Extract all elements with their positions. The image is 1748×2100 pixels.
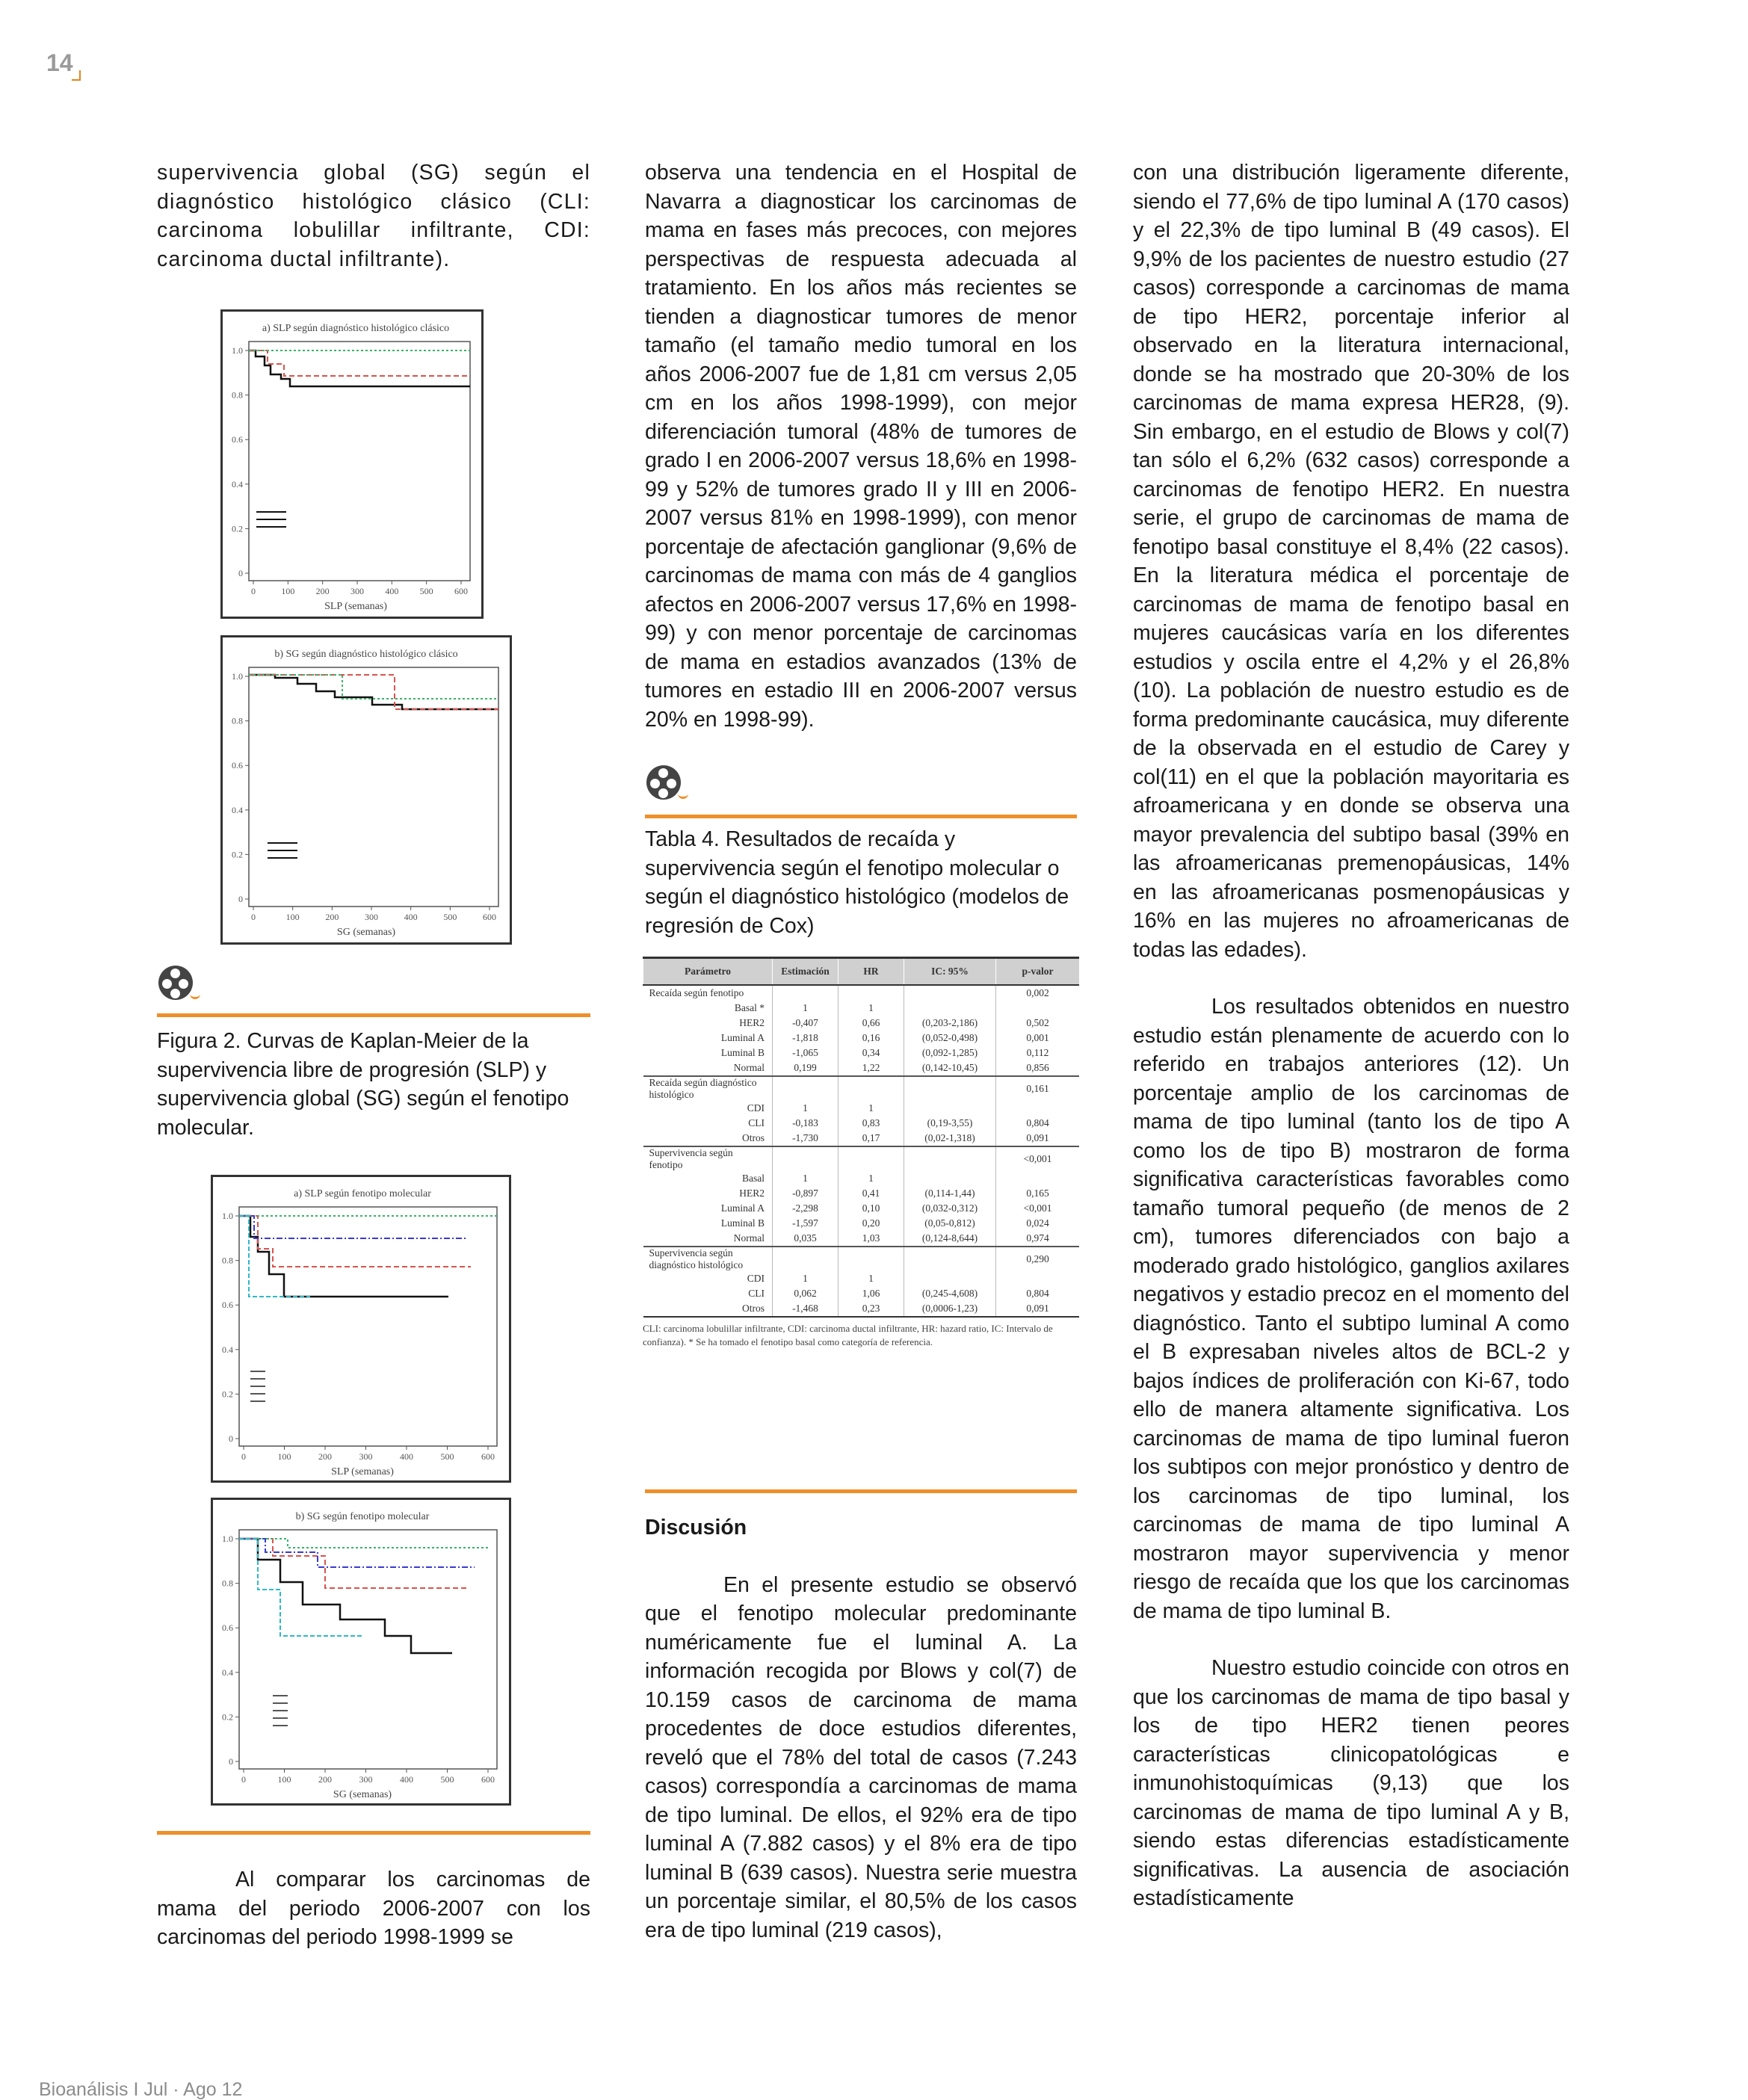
page-number-mark [72, 70, 81, 81]
fig-d-title: b) SG según fenotipo molecular [295, 1511, 430, 1522]
table-row: CLI 0,062 1,06 (0,245-4,608) 0,804 [643, 1286, 1080, 1301]
fig_d-ytick-label: 1.0 [222, 1534, 233, 1544]
table-row: Supervivencia según fenotipo <0,001 [643, 1146, 1080, 1171]
fig-d-xlabel: SG (semanas) [333, 1789, 392, 1800]
fig-a-curve-cdi [249, 350, 470, 386]
fig_d-ytick-label: 0.8 [222, 1578, 233, 1589]
fig_d-xtick-label: 500 [440, 1774, 454, 1785]
fig-b-curve-cdi [249, 675, 498, 709]
col2-paragraph-2: En el presente estudio se observó que el fenotipo molecular predominante numéricamente fue el luminal A. La información recogida por Blows y col(7) de 10.159 casos de carcinoma de mama procedentes de doce estudios diferentes, reveló que el 78% del total de casos (7.243 casos) correspondía a carcinomas de mama de tipo luminal. De ellos, el 92% era de tipo luminal A (7.882 casos) y el 8% era de tipo luminal B (639 casos). Nuestra serie muestra un porcentaje similar, el 80,5% de los casos era de tipo luminal (219 casos), [645, 1572, 1077, 1942]
fig_c-xtick-label: 300 [359, 1451, 373, 1462]
col2-paragraph-1: observa una tendencia en el Hospital de Navarra a diagnosticar los carcinomas de mama en fases más precoces, con mejores perspectivas de respuesta adecuada al tratamiento. En los años más recientes se tienden a diagnosticar tumores de menor tamaño (el tamaño medio tumoral en los años 2006-2007 fue de 1,81 cm versus 2,05 cm en los años 1998-1999), con mejor diferenciación tumoral (48% de tumores de grado I en 2006-2007 versus 18,6% en 1998-99 y 52% de tumores grado II y III en 2006-2007 versus 81% en 1998-1999), con menor porcentaje de afectación ganglionar (9,6% de carcinomas de mama con más de 4 ganglios afectos en 2006-2007 versus 17,6% en 1998-99) y con menor porcentaje de carcinomas de mama en estadios avanzados (13% de tumores en estadio III en 2006-2007 versus 20% en 1998-99). [645, 161, 1077, 732]
table-row: Otros -1,468 0,23 (0,0006-1,23) 0,091 [643, 1301, 1080, 1317]
fig_b-xtick-label: 300 [365, 912, 378, 922]
table-caption-text: Tabla 4. Resultados de recaída y supervivencia según el fenotipo molecular o según el diagnóstico histológico (modelos de regresión de Cox) [645, 827, 1069, 938]
fig-a-xlabel: SLP (semanas) [324, 601, 387, 612]
col-header-parametro: Parámetro [643, 958, 773, 986]
km-chart-sg-phenotype [213, 1500, 509, 1803]
fig_b-ytick-label: 0.4 [232, 804, 243, 815]
fig_b-ytick-label: 0.2 [232, 849, 243, 860]
fig_a-xtick-label: 200 [315, 586, 330, 596]
column-2 [645, 158, 1077, 734]
cox-table-header [643, 958, 1080, 986]
fig-d-curve-luminal-b [239, 1539, 475, 1567]
fig-c-curve-basal [239, 1216, 448, 1297]
fig_a-xtick-label: 400 [385, 586, 399, 596]
fig-c-xlabel: SLP (semanas) [331, 1466, 394, 1477]
table-icon [645, 764, 685, 804]
discussion-section [645, 1513, 1077, 1945]
table-row: Supervivencia según diagnóstico histológico 0,290 [643, 1247, 1080, 1271]
fig-b-plot-area [232, 667, 498, 922]
table-row: Luminal A -2,298 0,10 (0,032-0,312) <0,001 [643, 1201, 1080, 1216]
col1-paragraph-top: supervivencia global (SG) según el diagnóstico histológico clásico (CLI: carcinoma lobulillar infiltrante, CDI: carcinoma ductal infiltrante). [157, 161, 590, 271]
table-row: CDI 1 1 [643, 1101, 1080, 1116]
fig-c-curve-luminal-b [239, 1216, 467, 1238]
fig_c-ytick-label: 0.6 [222, 1300, 233, 1311]
fig_d-xtick-label: 300 [359, 1774, 373, 1785]
cox-regression-table [643, 957, 1079, 1318]
fig_c-ytick-label: 0.4 [222, 1344, 233, 1355]
col3-paragraph-1: con una distribución ligeramente diferente, siendo el 77,6% de tipo luminal A (170 casos) y el 22,3% de tipo luminal B (49 casos). El 9,9% de los pacientes de nuestro estudio (27 casos) corresponde a carcinomas de mama de tipo HER2, porcentaje inferior al observado en la literatura internacional, donde se ha mostrado que 20-30% de los carcinomas de mama expresa HER28, (9). Sin embargo, en el estudio de Blows y col(7) tan sólo el 6,2% (632 casos) corresponde a carcinomas de fenotipo HER2. En nuestra serie, el grupo de carcinomas de mama de fenotipo basal constituye el 8,4% (22 casos). En la literatura médica el porcentaje de carcinomas de mama de fenotipo basal en mujeres caucásicas varía en los diferentes estudios y oscila entre el 4,2% y el 26,8%(10). La población de nuestro estudio es de forma predominante caucásica, muy diferente de la observada en el estudio de Carey y col(11) en el que la población mayoritaria es afroamericana y en donde se observa una mayor prevalencia del subtipo basal (39% en las afroamericanas premenopáusicas, 14% en las afroamericanas posmenopáusicas y 16% en las mujeres no afroamericanas de todas las edades). [1133, 161, 1569, 962]
fig_d-xtick-label: 200 [318, 1774, 332, 1785]
col-header-p-valor: p-valor [996, 958, 1080, 986]
fig_a-xtick-label: 100 [281, 586, 295, 596]
page-footer: Bioanálisis I Jul · Ago 12 [39, 2079, 243, 2100]
fig_a-ytick-label: 1.0 [232, 345, 243, 356]
cox-table-note: CLI: carcinoma lobulillar infiltrante, CDI: carcinoma ductal infiltrante, HR: hazard ratio, IC: Intervalo de confianza). * Se ha tomado el fenotipo basal como categoría de referencia. [643, 1323, 1053, 1347]
fig_c-ytick-label: 0 [229, 1433, 233, 1444]
table-row: HER2 -0,897 0,41 (0,114-1,44) 0,165 [643, 1186, 1080, 1201]
table-row: Luminal B -1,597 0,20 (0,05-0,812) 0,024 [643, 1216, 1080, 1231]
fig_a-xtick-label: 500 [419, 586, 433, 596]
fig-d-curve-luminal-a [239, 1539, 489, 1548]
col1-bottom [157, 1865, 590, 1952]
fig_d-xtick-label: 100 [277, 1774, 291, 1785]
figure-caption-rule [157, 1013, 590, 1017]
fig_b-xtick-label: 100 [285, 912, 300, 922]
fig_a-ytick-label: 0.8 [232, 389, 243, 401]
fig_c-xtick-label: 200 [318, 1451, 332, 1462]
page-number: 14 [46, 49, 73, 76]
fig-a-legend [256, 512, 286, 527]
table-row: Basal * 1 1 [643, 1001, 1080, 1016]
fig_d-ytick-label: 0 [229, 1756, 233, 1767]
table-caption-rule [645, 815, 1077, 818]
fig_c-xtick-label: 400 [400, 1451, 413, 1462]
table-row: Recaída según fenotipo 0,002 [643, 985, 1080, 1001]
fig-c-title: a) SLP según fenotipo molecular [294, 1188, 431, 1199]
fig_b-ytick-label: 0.8 [232, 715, 243, 726]
col-header-ic: IC: 95% [904, 958, 996, 986]
col1-paragraph-bottom: Al comparar los carcinomas de mama del periodo 2006-2007 con los carcinomas del periodo 1998-1999 se [157, 1868, 590, 1949]
fig_a-ytick-label: 0.2 [232, 523, 243, 534]
col-header-estimacion: Estimación [773, 958, 839, 986]
fig_a-ytick-label: 0 [238, 568, 243, 578]
table-row: Luminal B -1,065 0,34 (0,092-1,285) 0,112 [643, 1046, 1080, 1060]
table-row: Luminal A -1,818 0,16 (0,052-0,498) 0,001 [643, 1031, 1080, 1046]
fig_a-xtick-label: 600 [454, 586, 468, 596]
column-1 [157, 158, 590, 274]
table-row: Recaída según diagnóstico histológico 0,161 [643, 1076, 1080, 1101]
fig_b-ytick-label: 0 [238, 894, 243, 904]
figure-caption [157, 1027, 590, 1142]
col-header-hr: HR [839, 958, 904, 986]
fig-b-legend [268, 843, 297, 858]
fig-c-legend [250, 1371, 265, 1401]
km-chart-slp-phenotype [213, 1177, 509, 1480]
table-row: HER2 -0,407 0,66 (0,203-2,186) 0,502 [643, 1016, 1080, 1031]
fig-a-curve-cli [249, 350, 470, 376]
fig-b-title: b) SG según diagnóstico histológico clásico [274, 649, 458, 660]
fig_c-ytick-label: 1.0 [222, 1211, 233, 1221]
fig_d-xtick-label: 0 [241, 1774, 246, 1785]
table-caption [645, 825, 1077, 940]
fig_c-xtick-label: 500 [440, 1451, 454, 1462]
km-figure-slp-phenotype [211, 1175, 511, 1483]
table-row: Basal 1 1 [643, 1171, 1080, 1186]
fig-d-legend [273, 1696, 288, 1726]
fig_b-ytick-label: 0.6 [232, 760, 243, 771]
fig-b-xlabel: SG (semanas) [336, 927, 396, 938]
table-row: Normal 0,199 1,22 (0,142-10,45) 0,856 [643, 1060, 1080, 1076]
km-chart-slp-histology [223, 312, 481, 617]
fig_d-ytick-label: 0.4 [222, 1667, 233, 1678]
km-figure-slp-histology [220, 309, 484, 619]
table-bottom-rule [645, 1489, 1077, 1493]
fig_a-xtick-label: 300 [350, 586, 364, 596]
km-figure-sg-phenotype [211, 1498, 511, 1806]
fig_d-ytick-label: 0.6 [222, 1622, 233, 1634]
fig-d-plot-area [222, 1530, 497, 1785]
fig_b-xtick-label: 600 [483, 912, 496, 922]
fig_b-xtick-label: 200 [325, 912, 339, 922]
fig-c-plot-area [222, 1207, 497, 1462]
fig_c-xtick-label: 600 [481, 1451, 495, 1462]
column-3 [1133, 158, 1569, 1913]
fig_c-ytick-label: 0.2 [222, 1389, 233, 1400]
fig_b-xtick-label: 400 [404, 912, 418, 922]
fig_a-xtick-label: 0 [251, 586, 256, 596]
fig_d-xtick-label: 600 [481, 1774, 495, 1785]
table-row: Otros -1,730 0,17 (0,02-1,318) 0,091 [643, 1131, 1080, 1146]
col3-paragraph-3: Nuestro estudio coincide con otros en que los carcinomas de mama de tipo basal y los de tipo HER2 tienen peores características clinicopatológicas e inmunohistoquímicas (9,13) que los carcinomas de mama de tipo luminal A y B, siendo estas diferencias estadísticamente significativas. La ausencia de asociación estadísticamente [1133, 1656, 1569, 1910]
fig_d-ytick-label: 0.2 [222, 1711, 233, 1723]
fig_c-xtick-label: 0 [241, 1451, 246, 1462]
fig-d-curve-her2 [239, 1539, 467, 1588]
fig_a-ytick-label: 0.6 [232, 434, 243, 445]
figure-icon [157, 964, 197, 1004]
fig_a-ytick-label: 0.4 [232, 478, 243, 490]
fig-c-curve-her2 [239, 1216, 471, 1267]
fig_b-ytick-label: 1.0 [232, 671, 243, 682]
fig_c-xtick-label: 100 [277, 1451, 291, 1462]
table-row: Normal 0,035 1,03 (0,124-8,644) 0,974 [643, 1231, 1080, 1247]
col3-paragraph-2: Los resultados obtenidos en nuestro estudio están plenamente de acuerdo con lo referido en trabajos anteriores (12). Un porcentaje amplio de los carcinomas de mama de tipo luminal (tanto los de tipo A como los de tipo B) mostraron de forma significativa características favorables como tamaño tumoral pequeño (de menos de 2 cm), tumores diferenciados con bajo a moderado grado histológico, ganglios axilares negativos y estadio precoz en el momento del diagnóstico. Tanto el subtipo luminal A como el B expresaban niveles altos de BCL-2 y bajos índices de proliferación con Ki-67, todo ello de manera altamente significativa. Los carcinomas de mama de tipo luminal fueron los subtipos con mejor pronóstico y dentro de los carcinomas de tipo luminal, los carcinomas de mama de tipo luminal A mostraron mayor supervivencia y menor riesgo de recaída que los que los carcinomas de mama de tipo luminal B. [1133, 995, 1569, 1623]
discussion-heading: Discusión [645, 1516, 747, 1540]
cox-table-container [643, 957, 1079, 1349]
table-row: CDI 1 1 [643, 1271, 1080, 1286]
table-row: CLI -0,183 0,83 (0,19-3,55) 0,804 [643, 1116, 1080, 1131]
fig_c-ytick-label: 0.8 [222, 1255, 233, 1266]
fig_d-xtick-label: 400 [400, 1774, 413, 1785]
fig_b-xtick-label: 0 [251, 912, 256, 922]
figure-bottom-rule [157, 1831, 590, 1835]
km-chart-sg-histology [223, 637, 510, 942]
km-figure-sg-histology [220, 635, 512, 945]
figure-caption-text: Figura 2. Curvas de Kaplan-Meier de la supervivencia libre de progresión (SLP) y supervivencia global (SG) según el fenotipo molecular. [157, 1029, 569, 1140]
fig_b-xtick-label: 500 [443, 912, 457, 922]
fig-a-plot-area [232, 342, 470, 596]
fig-a-title: a) SLP según diagnóstico histológico clásico [262, 323, 450, 334]
